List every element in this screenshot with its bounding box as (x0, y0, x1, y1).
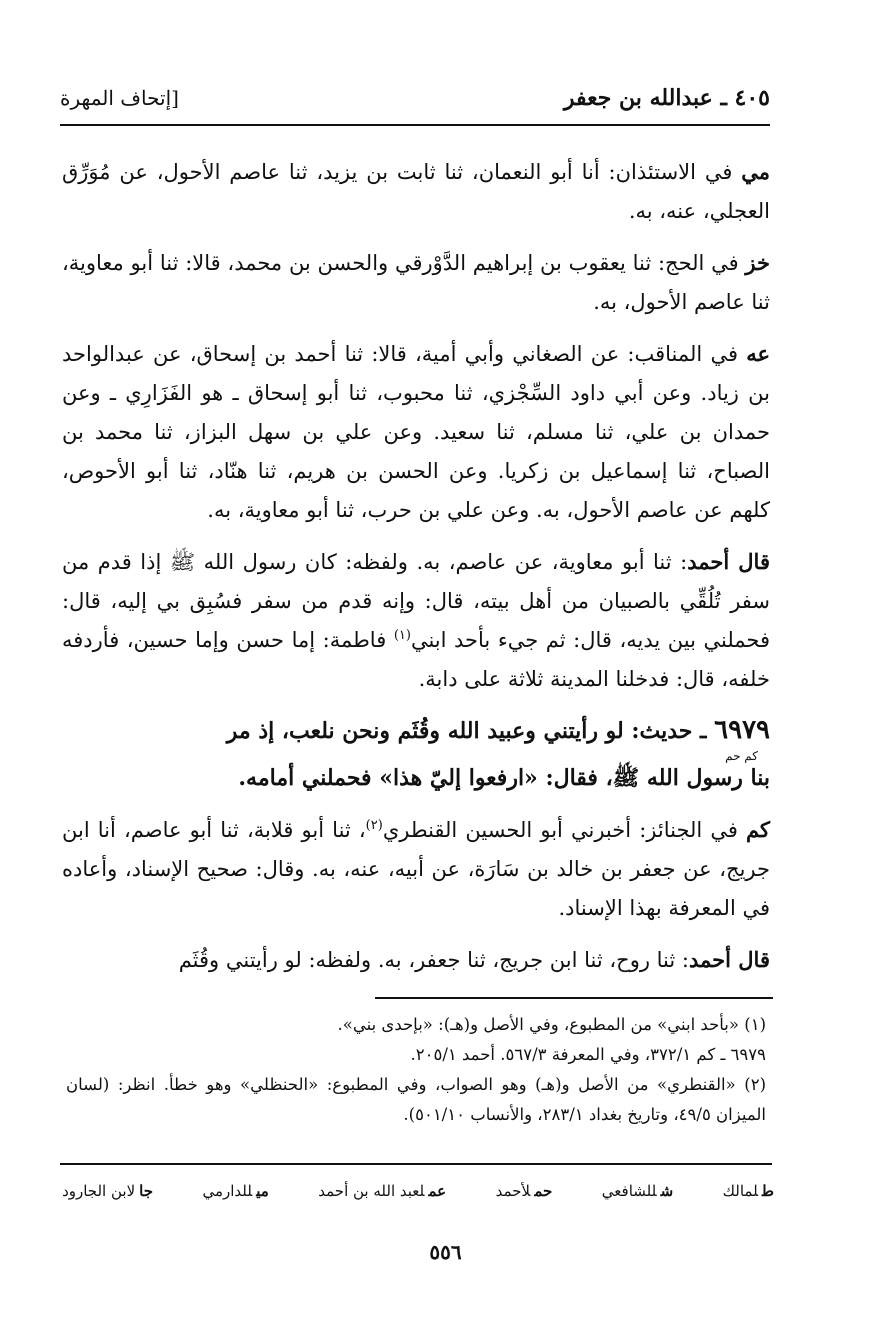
legend-code: ط (762, 1182, 774, 1200)
legend-name: للشافعي (601, 1182, 657, 1200)
source-lead: قال أحمد (689, 947, 770, 972)
paragraph-text: : ثنا أبو معاوية، عن عاصم، به. ولفظه: كان رسول الله ﷺ إذا قدم من سفر تُلُقِّي بالصبيان من أهل بيته، قال: وإنه قدم من سفر فسُبِق بي إليه، قال: فحملني بين يديه، قال: ثم جيء بأحد ابني (62, 550, 770, 652)
paragraph-text: : ثنا روح، ثنا ابن جريج، ثنا جعفر، به. ولفظه: لو رأيتني وقُثَم (178, 948, 689, 972)
paragraph-text: في الحج: ثنا يعقوب بن إبراهيم الدَّوْرقي والحسن بن محمد، قالا: ثنا أبو معاوية، ثنا عاصم الأحول، به. (62, 251, 770, 314)
source-abbr: مي (741, 159, 770, 184)
abbreviation-legend (62, 1182, 774, 1200)
legend-divider (60, 1163, 772, 1165)
legend-code: جا (139, 1182, 153, 1200)
legend-code: حم (534, 1182, 553, 1200)
footnote-marker[interactable]: (٢) (365, 818, 383, 833)
legend-item (202, 1182, 268, 1200)
legend-item (496, 1182, 553, 1200)
source-abbr: كم (746, 817, 770, 842)
source-abbr: عه (746, 341, 770, 366)
legend-item (318, 1182, 446, 1200)
footnote-2: (٢) «القنطري» من الأصل و(هـ) وهو الصواب، وفي المطبوع: «الحنظلي» وهو خطأ. انظر: (لسان الميزان ٤٩/٥، وتاريخ بغداد ٢٨٣/١، والأنساب ٥٠١/١٠). (66, 1075, 766, 1124)
footnotes (66, 1010, 766, 1130)
legend-name: للدارمي (202, 1182, 253, 1200)
paragraph-text: في الاستئذان: أنا أبو النعمان، ثنا ثابت بن يزيد، ثنا عاصم الأحول، عن مُوَرِّق العجلي، عنه، به. (62, 160, 770, 223)
running-header (60, 78, 770, 118)
legend-name: لمالك (722, 1182, 759, 1200)
footnote-takhrij: ٦٩٧٩ ـ كم ٣٧٢/١، وفي المعرفة ٥٦٧/٣. أحمد ٢٠٥/١. (410, 1045, 766, 1064)
legend-code: ش (660, 1182, 674, 1200)
source-lead: قال أحمد (687, 549, 770, 574)
header-divider (60, 124, 770, 126)
main-text (62, 152, 770, 992)
paragraph-text: في المناقب: عن الصغاني وأبي أمية، قالا: ثنا أحمد بن إسحاق، عن عبدالواحد بن زياد. وعن أبي داود السِّجْزي، ثنا محبوب، ثنا أبو إسحاق ـ هو الفَزَارِي ـ وعن حمدان بن علي، ثنا مسلم، ثنا سعيد. وعن علي بن سهل البزاز، ثنا محمد بن الصباح، ثنا إسماعيل بن زكريا. وعن الحسن بن هريم، ثنا هنّاد، ثنا أبو الأحوص، كلهم عن عاصم الأحول، به. وعن علي بن حرب، ثنا أبو معاوية، به. (62, 342, 770, 522)
paragraph-kam (62, 810, 770, 928)
page-number: ٥٥٦ (429, 1240, 462, 1264)
hadith-6979 (62, 711, 770, 798)
source-abbr: خز (745, 250, 770, 275)
legend-name: لعبد الله بن أحمد (318, 1182, 425, 1200)
paragraph-text: فاطمة: إما حسن وإما حسين، فأردفه خلفه، قال: فدخلنا المدينة ثلاثة على دابة. (62, 628, 770, 691)
paragraph-ahmad-2 (62, 940, 770, 980)
footnote-divider (375, 997, 773, 999)
margin-note: كم حم (725, 749, 758, 763)
footnote-1: (١) «بأحد ابني» من المطبوع، وفي الأصل و(هـ): «بإحدى بني». (337, 1015, 766, 1034)
hadith-text: بنا رسول الله ﷺ، فقال: «ارفعوا إليّ هذا» فحملني أمامه. (238, 765, 770, 791)
paragraph-text: في الجنائز: أخبرني أبو الحسين القنطري (382, 818, 747, 842)
legend-name: لابن الجارود (62, 1182, 136, 1200)
footnote-marker[interactable]: (١) (393, 628, 411, 643)
paragraph-text: ، ثنا أبو قلابة، ثنا أبو عاصم، أنا ابن جريج، عن جعفر بن خالد بن سَارَة، عن أبيه، عنه، به. وقال: صحيح الإسناد، وأعاده في المعرفة بهذا الإسناد. (62, 818, 770, 920)
paragraph-khz (62, 243, 770, 322)
legend-code: عم (428, 1182, 447, 1200)
legend-item (62, 1182, 153, 1200)
paragraph-mi (62, 152, 770, 231)
paragraph-ahmad (62, 542, 770, 699)
paragraph-ah (62, 334, 770, 530)
hadith-label: ـ حديث (639, 718, 715, 744)
book-title: [إتحاف المهرة (60, 86, 179, 110)
legend-item (602, 1182, 673, 1200)
hadith-number: ٦٩٧٩ (714, 715, 770, 745)
hadith-text: : لو رأيتني وعبيد الله وقُثَم ونحن نلعب، إذ مر (226, 718, 640, 744)
chapter-title: ٤٠٥ ـ عبدالله بن جعفر (563, 85, 770, 111)
legend-item (723, 1182, 774, 1200)
legend-code: مي (256, 1182, 269, 1200)
legend-name: لأحمد (495, 1182, 531, 1200)
